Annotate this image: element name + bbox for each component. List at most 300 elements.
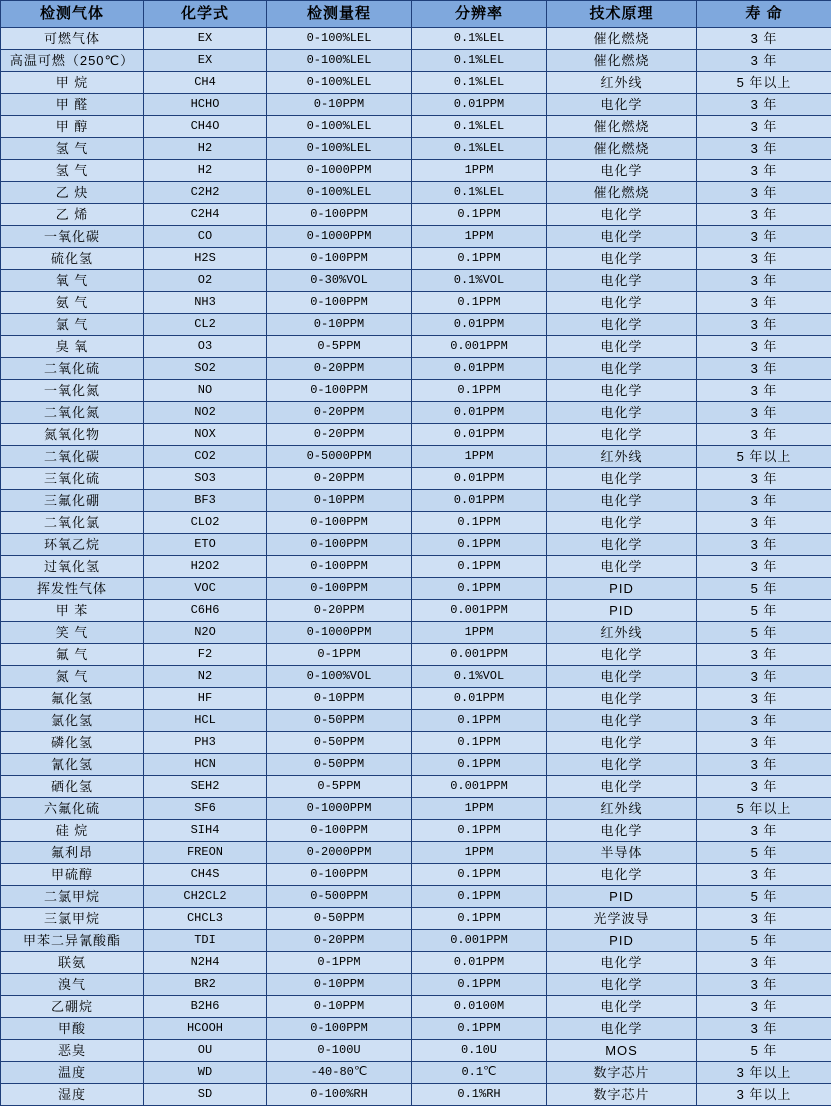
cell-lifetime: 3 年 [697, 468, 831, 490]
cell-formula: OU [144, 1040, 267, 1062]
cell-resolution: 0.01PPM [412, 490, 547, 512]
cell-formula: VOC [144, 578, 267, 600]
cell-lifetime: 3 年以上 [697, 1084, 831, 1106]
cell-lifetime: 3 年 [697, 204, 831, 226]
cell-gas: 氮 气 [1, 666, 144, 688]
cell-formula: C6H6 [144, 600, 267, 622]
cell-formula: CL2 [144, 314, 267, 336]
table-row [1, 402, 831, 424]
cell-resolution: 0.01PPM [412, 94, 547, 116]
cell-lifetime: 3 年 [697, 820, 831, 842]
cell-formula: CH4O [144, 116, 267, 138]
cell-resolution: 0.1PPM [412, 292, 547, 314]
table-row [1, 116, 831, 138]
cell-range: 0-100PPM [267, 248, 412, 270]
cell-range: 0-100PPM [267, 578, 412, 600]
cell-range: 0-20PPM [267, 600, 412, 622]
cell-gas: 高温可燃（250℃） [1, 50, 144, 72]
table-row [1, 1084, 831, 1106]
cell-principle: 电化学 [547, 534, 697, 556]
cell-resolution: 0.1%LEL [412, 50, 547, 72]
table-row [1, 534, 831, 556]
cell-resolution: 0.001PPM [412, 600, 547, 622]
table-row [1, 204, 831, 226]
cell-lifetime: 3 年 [697, 270, 831, 292]
cell-gas: 臭 氧 [1, 336, 144, 358]
table-row [1, 50, 831, 72]
cell-gas: 过氧化氢 [1, 556, 144, 578]
table-row [1, 1040, 831, 1062]
cell-gas: 三氧化硫 [1, 468, 144, 490]
cell-lifetime: 3 年 [697, 754, 831, 776]
cell-principle: 电化学 [547, 1018, 697, 1040]
cell-range: 0-5PPM [267, 776, 412, 798]
table-row [1, 644, 831, 666]
cell-gas: 六氟化硫 [1, 798, 144, 820]
cell-range: 0-1PPM [267, 644, 412, 666]
cell-resolution: 0.01PPM [412, 358, 547, 380]
cell-range: 0-50PPM [267, 732, 412, 754]
cell-lifetime: 3 年 [697, 974, 831, 996]
cell-formula: HF [144, 688, 267, 710]
table-row [1, 864, 831, 886]
cell-range: 0-100%LEL [267, 116, 412, 138]
cell-range: 0-10PPM [267, 996, 412, 1018]
cell-resolution: 0.1PPM [412, 578, 547, 600]
cell-range: 0-5000PPM [267, 446, 412, 468]
cell-principle: 光学波导 [547, 908, 697, 930]
table-row [1, 556, 831, 578]
cell-principle: 电化学 [547, 402, 697, 424]
cell-lifetime: 5 年以上 [697, 72, 831, 94]
cell-range: 0-100%VOL [267, 666, 412, 688]
cell-lifetime: 5 年 [697, 600, 831, 622]
cell-gas: 硅 烷 [1, 820, 144, 842]
table-row [1, 226, 831, 248]
cell-principle: 电化学 [547, 160, 697, 182]
cell-resolution: 0.1%LEL [412, 182, 547, 204]
cell-resolution: 0.01PPM [412, 424, 547, 446]
cell-resolution: 0.001PPM [412, 776, 547, 798]
cell-lifetime: 5 年 [697, 1040, 831, 1062]
table-row [1, 710, 831, 732]
cell-formula: CH4S [144, 864, 267, 886]
cell-principle: 电化学 [547, 204, 697, 226]
cell-resolution: 0.1PPM [412, 974, 547, 996]
table-row [1, 886, 831, 908]
cell-formula: N2 [144, 666, 267, 688]
cell-range: 0-20PPM [267, 930, 412, 952]
cell-gas: 二氧化碳 [1, 446, 144, 468]
cell-principle: 电化学 [547, 952, 697, 974]
cell-formula: H2S [144, 248, 267, 270]
cell-formula: CHCL3 [144, 908, 267, 930]
cell-lifetime: 3 年 [697, 94, 831, 116]
cell-principle: 电化学 [547, 424, 697, 446]
cell-lifetime: 3 年 [697, 358, 831, 380]
cell-lifetime: 3 年 [697, 138, 831, 160]
cell-resolution: 1PPM [412, 798, 547, 820]
cell-resolution: 0.1PPM [412, 556, 547, 578]
cell-lifetime: 5 年 [697, 578, 831, 600]
cell-lifetime: 3 年 [697, 116, 831, 138]
table-row [1, 380, 831, 402]
cell-gas: 氮氧化物 [1, 424, 144, 446]
cell-lifetime: 3 年 [697, 248, 831, 270]
cell-resolution: 0.1%LEL [412, 116, 547, 138]
cell-formula: NH3 [144, 292, 267, 314]
cell-principle: PID [547, 578, 697, 600]
cell-principle: 半导体 [547, 842, 697, 864]
cell-range: 0-100PPM [267, 512, 412, 534]
cell-range: 0-10PPM [267, 974, 412, 996]
cell-gas: 甲 醛 [1, 94, 144, 116]
cell-formula: PH3 [144, 732, 267, 754]
cell-gas: 甲 苯 [1, 600, 144, 622]
cell-lifetime: 3 年 [697, 864, 831, 886]
cell-range: 0-100%LEL [267, 138, 412, 160]
cell-gas: 二氧化氯 [1, 512, 144, 534]
cell-gas: 氯化氢 [1, 710, 144, 732]
cell-range: 0-1000PPM [267, 160, 412, 182]
cell-principle: 电化学 [547, 314, 697, 336]
cell-principle: 催化燃烧 [547, 28, 697, 50]
cell-range: 0-10PPM [267, 688, 412, 710]
cell-formula: SO2 [144, 358, 267, 380]
cell-principle: PID [547, 886, 697, 908]
table-row [1, 600, 831, 622]
cell-range: 0-1000PPM [267, 622, 412, 644]
table-row [1, 28, 831, 50]
column-header-range: 检测量程 [267, 1, 412, 28]
cell-range: 0-100%RH [267, 1084, 412, 1106]
cell-range: 0-10PPM [267, 314, 412, 336]
cell-principle: 催化燃烧 [547, 138, 697, 160]
table-row [1, 930, 831, 952]
cell-gas: 甲 醇 [1, 116, 144, 138]
cell-resolution: 0.1PPM [412, 380, 547, 402]
cell-resolution: 0.1%LEL [412, 28, 547, 50]
cell-gas: 甲酸 [1, 1018, 144, 1040]
cell-range: 0-500PPM [267, 886, 412, 908]
cell-principle: 电化学 [547, 94, 697, 116]
cell-resolution: 0.1%VOL [412, 270, 547, 292]
cell-formula: F2 [144, 644, 267, 666]
cell-resolution: 0.01PPM [412, 952, 547, 974]
cell-range: 0-100PPM [267, 380, 412, 402]
cell-resolution: 1PPM [412, 160, 547, 182]
table-row [1, 908, 831, 930]
cell-principle: 数字芯片 [547, 1084, 697, 1106]
table-row [1, 358, 831, 380]
column-header-gas: 检测气体 [1, 1, 144, 28]
table-row [1, 490, 831, 512]
column-header-principle: 技术原理 [547, 1, 697, 28]
cell-resolution: 1PPM [412, 446, 547, 468]
cell-formula: N2H4 [144, 952, 267, 974]
cell-resolution: 0.001PPM [412, 336, 547, 358]
cell-gas: 硫化氢 [1, 248, 144, 270]
cell-formula: CH2CL2 [144, 886, 267, 908]
table-row [1, 1018, 831, 1040]
cell-resolution: 0.1PPM [412, 204, 547, 226]
cell-principle: 红外线 [547, 622, 697, 644]
cell-formula: NO [144, 380, 267, 402]
cell-range: 0-30%VOL [267, 270, 412, 292]
cell-gas: 氟利昂 [1, 842, 144, 864]
cell-formula: O3 [144, 336, 267, 358]
cell-lifetime: 3 年 [697, 996, 831, 1018]
cell-range: 0-100%LEL [267, 28, 412, 50]
cell-gas: 甲硫醇 [1, 864, 144, 886]
cell-lifetime: 3 年 [697, 1018, 831, 1040]
cell-resolution: 0.01PPM [412, 688, 547, 710]
cell-gas: 氢 气 [1, 160, 144, 182]
cell-resolution: 0.1PPM [412, 886, 547, 908]
cell-formula: N2O [144, 622, 267, 644]
cell-formula: SIH4 [144, 820, 267, 842]
cell-resolution: 0.1%RH [412, 1084, 547, 1106]
table-row [1, 94, 831, 116]
cell-principle: MOS [547, 1040, 697, 1062]
table-row [1, 820, 831, 842]
cell-formula: O2 [144, 270, 267, 292]
cell-lifetime: 5 年 [697, 930, 831, 952]
cell-lifetime: 5 年以上 [697, 446, 831, 468]
cell-range: 0-1000PPM [267, 226, 412, 248]
cell-gas: 可燃气体 [1, 28, 144, 50]
cell-gas: 氨 气 [1, 292, 144, 314]
cell-gas: 乙硼烷 [1, 996, 144, 1018]
cell-gas: 氯 气 [1, 314, 144, 336]
cell-formula: C2H4 [144, 204, 267, 226]
cell-range: 0-10PPM [267, 490, 412, 512]
cell-range: 0-100%LEL [267, 50, 412, 72]
cell-range: -40-80℃ [267, 1062, 412, 1084]
table-row [1, 248, 831, 270]
cell-gas: 三氯甲烷 [1, 908, 144, 930]
cell-resolution: 0.01PPM [412, 468, 547, 490]
cell-lifetime: 3 年 [697, 226, 831, 248]
cell-formula: C2H2 [144, 182, 267, 204]
cell-formula: EX [144, 28, 267, 50]
cell-gas: 溴气 [1, 974, 144, 996]
table-body [1, 28, 831, 1106]
cell-principle: 催化燃烧 [547, 50, 697, 72]
cell-range: 0-1PPM [267, 952, 412, 974]
cell-resolution: 0.1%VOL [412, 666, 547, 688]
cell-formula: FREON [144, 842, 267, 864]
table-row [1, 952, 831, 974]
cell-formula: HCL [144, 710, 267, 732]
cell-formula: CH4 [144, 72, 267, 94]
table-row [1, 688, 831, 710]
cell-principle: 电化学 [547, 688, 697, 710]
cell-resolution: 0.1PPM [412, 710, 547, 732]
cell-lifetime: 3 年 [697, 50, 831, 72]
cell-gas: 甲苯二异氰酸酯 [1, 930, 144, 952]
cell-lifetime: 3 年 [697, 182, 831, 204]
cell-range: 0-20PPM [267, 402, 412, 424]
table-row [1, 336, 831, 358]
table-row [1, 996, 831, 1018]
cell-formula: CO [144, 226, 267, 248]
cell-formula: SD [144, 1084, 267, 1106]
cell-resolution: 0.1PPM [412, 820, 547, 842]
cell-formula: HCHO [144, 94, 267, 116]
cell-gas: 三氟化硼 [1, 490, 144, 512]
cell-range: 0-1000PPM [267, 798, 412, 820]
cell-formula: H2 [144, 160, 267, 182]
cell-lifetime: 3 年以上 [697, 1062, 831, 1084]
cell-formula: NOX [144, 424, 267, 446]
cell-principle: 电化学 [547, 512, 697, 534]
cell-resolution: 0.001PPM [412, 644, 547, 666]
cell-gas: 氟化氢 [1, 688, 144, 710]
cell-gas: 笑 气 [1, 622, 144, 644]
cell-resolution: 0.0100M [412, 996, 547, 1018]
cell-lifetime: 3 年 [697, 776, 831, 798]
cell-gas: 氟 气 [1, 644, 144, 666]
cell-range: 0-100%LEL [267, 182, 412, 204]
cell-formula: B2H6 [144, 996, 267, 1018]
cell-range: 0-10PPM [267, 94, 412, 116]
cell-principle: 电化学 [547, 996, 697, 1018]
cell-gas: 二氧化氮 [1, 402, 144, 424]
cell-gas: 硒化氢 [1, 776, 144, 798]
table-row [1, 666, 831, 688]
cell-resolution: 0.1PPM [412, 512, 547, 534]
cell-resolution: 0.1%LEL [412, 138, 547, 160]
cell-gas: 湿度 [1, 1084, 144, 1106]
column-header-resolution: 分辨率 [412, 1, 547, 28]
cell-gas: 二氧化硫 [1, 358, 144, 380]
cell-lifetime: 3 年 [697, 336, 831, 358]
cell-formula: SO3 [144, 468, 267, 490]
cell-lifetime: 3 年 [697, 424, 831, 446]
cell-formula: CO2 [144, 446, 267, 468]
cell-principle: 电化学 [547, 358, 697, 380]
cell-lifetime: 5 年 [697, 622, 831, 644]
cell-resolution: 0.01PPM [412, 402, 547, 424]
cell-lifetime: 3 年 [697, 402, 831, 424]
table-row [1, 622, 831, 644]
cell-resolution: 0.10U [412, 1040, 547, 1062]
cell-gas: 联氨 [1, 952, 144, 974]
cell-principle: 数字芯片 [547, 1062, 697, 1084]
cell-formula: H2O2 [144, 556, 267, 578]
table-row [1, 776, 831, 798]
cell-principle: 电化学 [547, 666, 697, 688]
table-row [1, 754, 831, 776]
cell-formula: WD [144, 1062, 267, 1084]
cell-lifetime: 3 年 [697, 666, 831, 688]
cell-principle: 电化学 [547, 864, 697, 886]
cell-resolution: 0.001PPM [412, 930, 547, 952]
cell-resolution: 1PPM [412, 842, 547, 864]
cell-principle: 电化学 [547, 820, 697, 842]
cell-range: 0-2000PPM [267, 842, 412, 864]
cell-range: 0-20PPM [267, 424, 412, 446]
cell-formula: SEH2 [144, 776, 267, 798]
table-row [1, 314, 831, 336]
cell-principle: 电化学 [547, 248, 697, 270]
cell-resolution: 0.1PPM [412, 732, 547, 754]
cell-lifetime: 3 年 [697, 28, 831, 50]
cell-principle: 红外线 [547, 446, 697, 468]
cell-principle: 电化学 [547, 490, 697, 512]
cell-lifetime: 3 年 [697, 688, 831, 710]
cell-lifetime: 3 年 [697, 556, 831, 578]
cell-formula: H2 [144, 138, 267, 160]
cell-gas: 二氯甲烷 [1, 886, 144, 908]
cell-lifetime: 3 年 [697, 160, 831, 182]
cell-lifetime: 3 年 [697, 732, 831, 754]
cell-gas: 氧 气 [1, 270, 144, 292]
cell-range: 0-50PPM [267, 908, 412, 930]
table-row [1, 424, 831, 446]
cell-gas: 一氧化氮 [1, 380, 144, 402]
cell-lifetime: 5 年以上 [697, 798, 831, 820]
cell-lifetime: 5 年 [697, 842, 831, 864]
cell-formula: BR2 [144, 974, 267, 996]
cell-resolution: 1PPM [412, 622, 547, 644]
cell-lifetime: 3 年 [697, 314, 831, 336]
cell-formula: TDI [144, 930, 267, 952]
column-header-formula: 化学式 [144, 1, 267, 28]
cell-range: 0-100PPM [267, 556, 412, 578]
cell-gas: 恶臭 [1, 1040, 144, 1062]
cell-resolution: 0.01PPM [412, 314, 547, 336]
cell-gas: 甲 烷 [1, 72, 144, 94]
cell-range: 0-50PPM [267, 754, 412, 776]
table-row [1, 138, 831, 160]
cell-principle: 电化学 [547, 292, 697, 314]
cell-resolution: 0.1PPM [412, 248, 547, 270]
table-row [1, 842, 831, 864]
cell-lifetime: 5 年 [697, 886, 831, 908]
cell-lifetime: 3 年 [697, 908, 831, 930]
cell-principle: PID [547, 930, 697, 952]
cell-resolution: 1PPM [412, 226, 547, 248]
cell-gas: 氰化氢 [1, 754, 144, 776]
table-row [1, 512, 831, 534]
cell-principle: 电化学 [547, 974, 697, 996]
cell-range: 0-100U [267, 1040, 412, 1062]
cell-range: 0-100%LEL [267, 72, 412, 94]
cell-principle: 催化燃烧 [547, 182, 697, 204]
cell-principle: 电化学 [547, 336, 697, 358]
table-row [1, 72, 831, 94]
cell-formula: HCOOH [144, 1018, 267, 1040]
cell-lifetime: 3 年 [697, 292, 831, 314]
table-row [1, 182, 831, 204]
table-row [1, 798, 831, 820]
table-row [1, 270, 831, 292]
cell-lifetime: 3 年 [697, 534, 831, 556]
cell-gas: 乙 烯 [1, 204, 144, 226]
cell-formula: BF3 [144, 490, 267, 512]
cell-gas: 磷化氢 [1, 732, 144, 754]
column-header-lifetime: 寿 命 [697, 1, 831, 28]
table-row [1, 446, 831, 468]
cell-gas: 环氧乙烷 [1, 534, 144, 556]
cell-principle: 电化学 [547, 710, 697, 732]
cell-range: 0-100PPM [267, 820, 412, 842]
cell-principle: 电化学 [547, 226, 697, 248]
cell-principle: 红外线 [547, 798, 697, 820]
cell-range: 0-100PPM [267, 1018, 412, 1040]
